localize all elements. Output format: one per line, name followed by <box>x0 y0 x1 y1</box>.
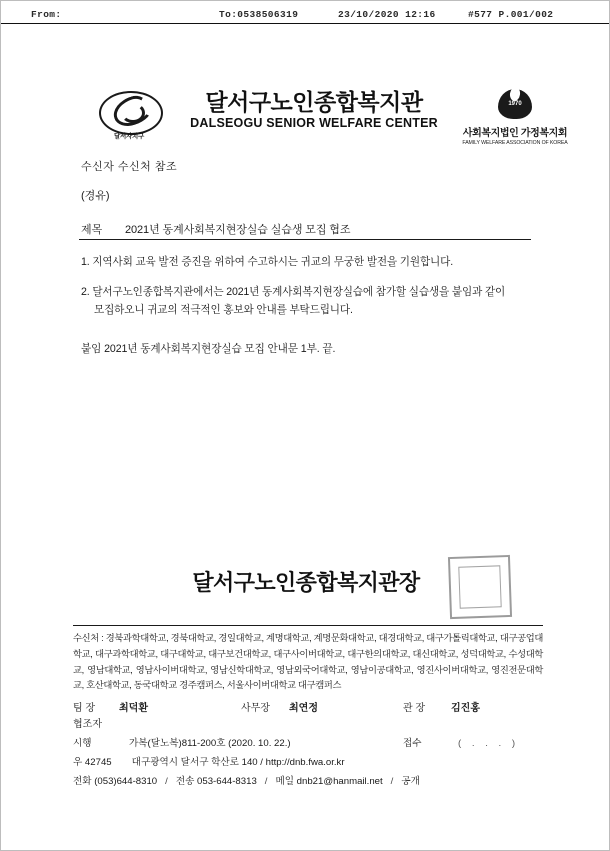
cooperator-label: 협조자 <box>73 719 102 731</box>
subject-label: 제목 <box>81 224 103 237</box>
fax-label: 전송 053-644-8313 <box>175 776 257 788</box>
staff-name-2: 최연정 <box>289 703 318 715</box>
contact-separator-2: / <box>259 776 273 788</box>
receipt-dots: ( . . . ) <box>458 738 520 750</box>
org-name-english: DALSEOGU SENIOR WELFARE CENTER <box>190 116 438 131</box>
staff-name-3: 김진홍 <box>451 703 480 715</box>
letter-body <box>81 159 533 358</box>
disclosure-label: 공개 <box>401 776 420 788</box>
fwa-logo-year: 1970 <box>508 101 522 107</box>
document-footer <box>73 631 543 791</box>
phone-label: 전화 (053)644-8310 <box>73 776 158 788</box>
fax-date-label: 23/10/2020 12:16 <box>338 9 436 20</box>
letterhead <box>1 89 610 151</box>
staff-role-2-label: 사무장 <box>241 703 270 715</box>
fwa-name-english: FAMILY WELFARE ASSOCIATION OF KOREA <box>462 140 568 146</box>
staff-role-3-label: 관 장 <box>403 703 426 715</box>
staff-row <box>73 700 543 716</box>
fax-from-label: From: <box>31 9 62 20</box>
fax-page-label: #577 P.001/002 <box>468 9 554 20</box>
fax-to-label: To:0538506319 <box>219 9 299 20</box>
enforcement-row <box>73 736 543 752</box>
paragraph-2-line-2: 모집하오니 귀교의 적극적인 홍보와 안내를 부탁드립니다. <box>94 304 353 317</box>
subject-row <box>81 219 533 241</box>
official-seal-icon <box>448 555 512 619</box>
fwa-logo-icon <box>459 89 571 146</box>
address-row <box>73 755 543 771</box>
postal-code-label: 우 42745 <box>73 757 112 769</box>
email-label: 메일 dnb21@hanmail.net <box>275 776 383 788</box>
paragraph-1: 1. 지역사회 교육 발전 증진을 위하여 수고하시는 귀교의 무궁한 발전을 기원합니다. <box>81 256 454 269</box>
contact-separator-3: / <box>385 776 399 788</box>
contact-row <box>73 774 543 790</box>
dalseogu-logo-icon <box>99 91 161 141</box>
paragraph-2-line-1: 2. 달서구노인종합복지관에서는 2021년 동계사회복지현장실습에 참가할 실습생을 붙임과 같이 <box>81 286 506 299</box>
paragraph-2 <box>81 283 533 319</box>
staff-name-1: 최덕환 <box>119 703 148 715</box>
logo-left-caption: 달서자치구 <box>114 133 144 140</box>
staff-role-1-label: 팀 장 <box>73 703 96 715</box>
receipt-label: 접수 <box>403 738 422 750</box>
org-name-korean: 달서구노인종합복지관 <box>205 89 423 115</box>
contact-separator-1: / <box>159 776 174 788</box>
via-line: (경유) <box>81 190 110 203</box>
staff-role-1 <box>73 700 95 717</box>
footer-top-divider <box>73 625 543 626</box>
attachment-line: 붙임 2021년 동계사회복지현장실습 모집 안내문 1부. 끝. <box>81 343 336 356</box>
signature-title: 달서구노인종합복지관장 <box>192 570 420 595</box>
recipient-list: 수신처 : 경북과학대학교, 경북대학교, 경일대학교, 계명대학교, 계명문화대학교, 대경대학교, 대구가톨릭대학교, 대구공업대학교, 대구과학대학교, 대구대학교, 대구보건대학교, 대구사이버대학교, 대구한의대학교, 대신대학교, 성덕대학교, 수성대학교, 영남대학교, 영남사이버대학교, 영남신학대학교, 영남외국어대학교, 영남이공대학교, 영진사이버대학교, 영진전문대학교, 호산대학교, 동국대학교 경주캠퍼스, 서울사이버대학교 대구캠퍼스 <box>73 633 543 691</box>
organization-title <box>179 89 449 130</box>
recipient-line: 수신자 수신처 참조 <box>81 161 178 173</box>
enforcement-value: 가복(달노복)811-200호 (2020. 10. 22.) <box>129 738 291 750</box>
subject-text: 2021년 동계사회복지현장실습 실습생 모집 협조 <box>125 224 351 237</box>
fwa-name-korean: 사회복지법인 가정복지회 <box>462 128 568 139</box>
address-value: 대구광역시 달서구 학산로 140 / http://dnb.fwa.or.kr <box>131 757 345 769</box>
enforcement-label: 시행 <box>73 738 92 750</box>
signature-block <box>1 566 610 597</box>
header-divider <box>1 23 610 24</box>
subject-divider <box>79 239 531 240</box>
